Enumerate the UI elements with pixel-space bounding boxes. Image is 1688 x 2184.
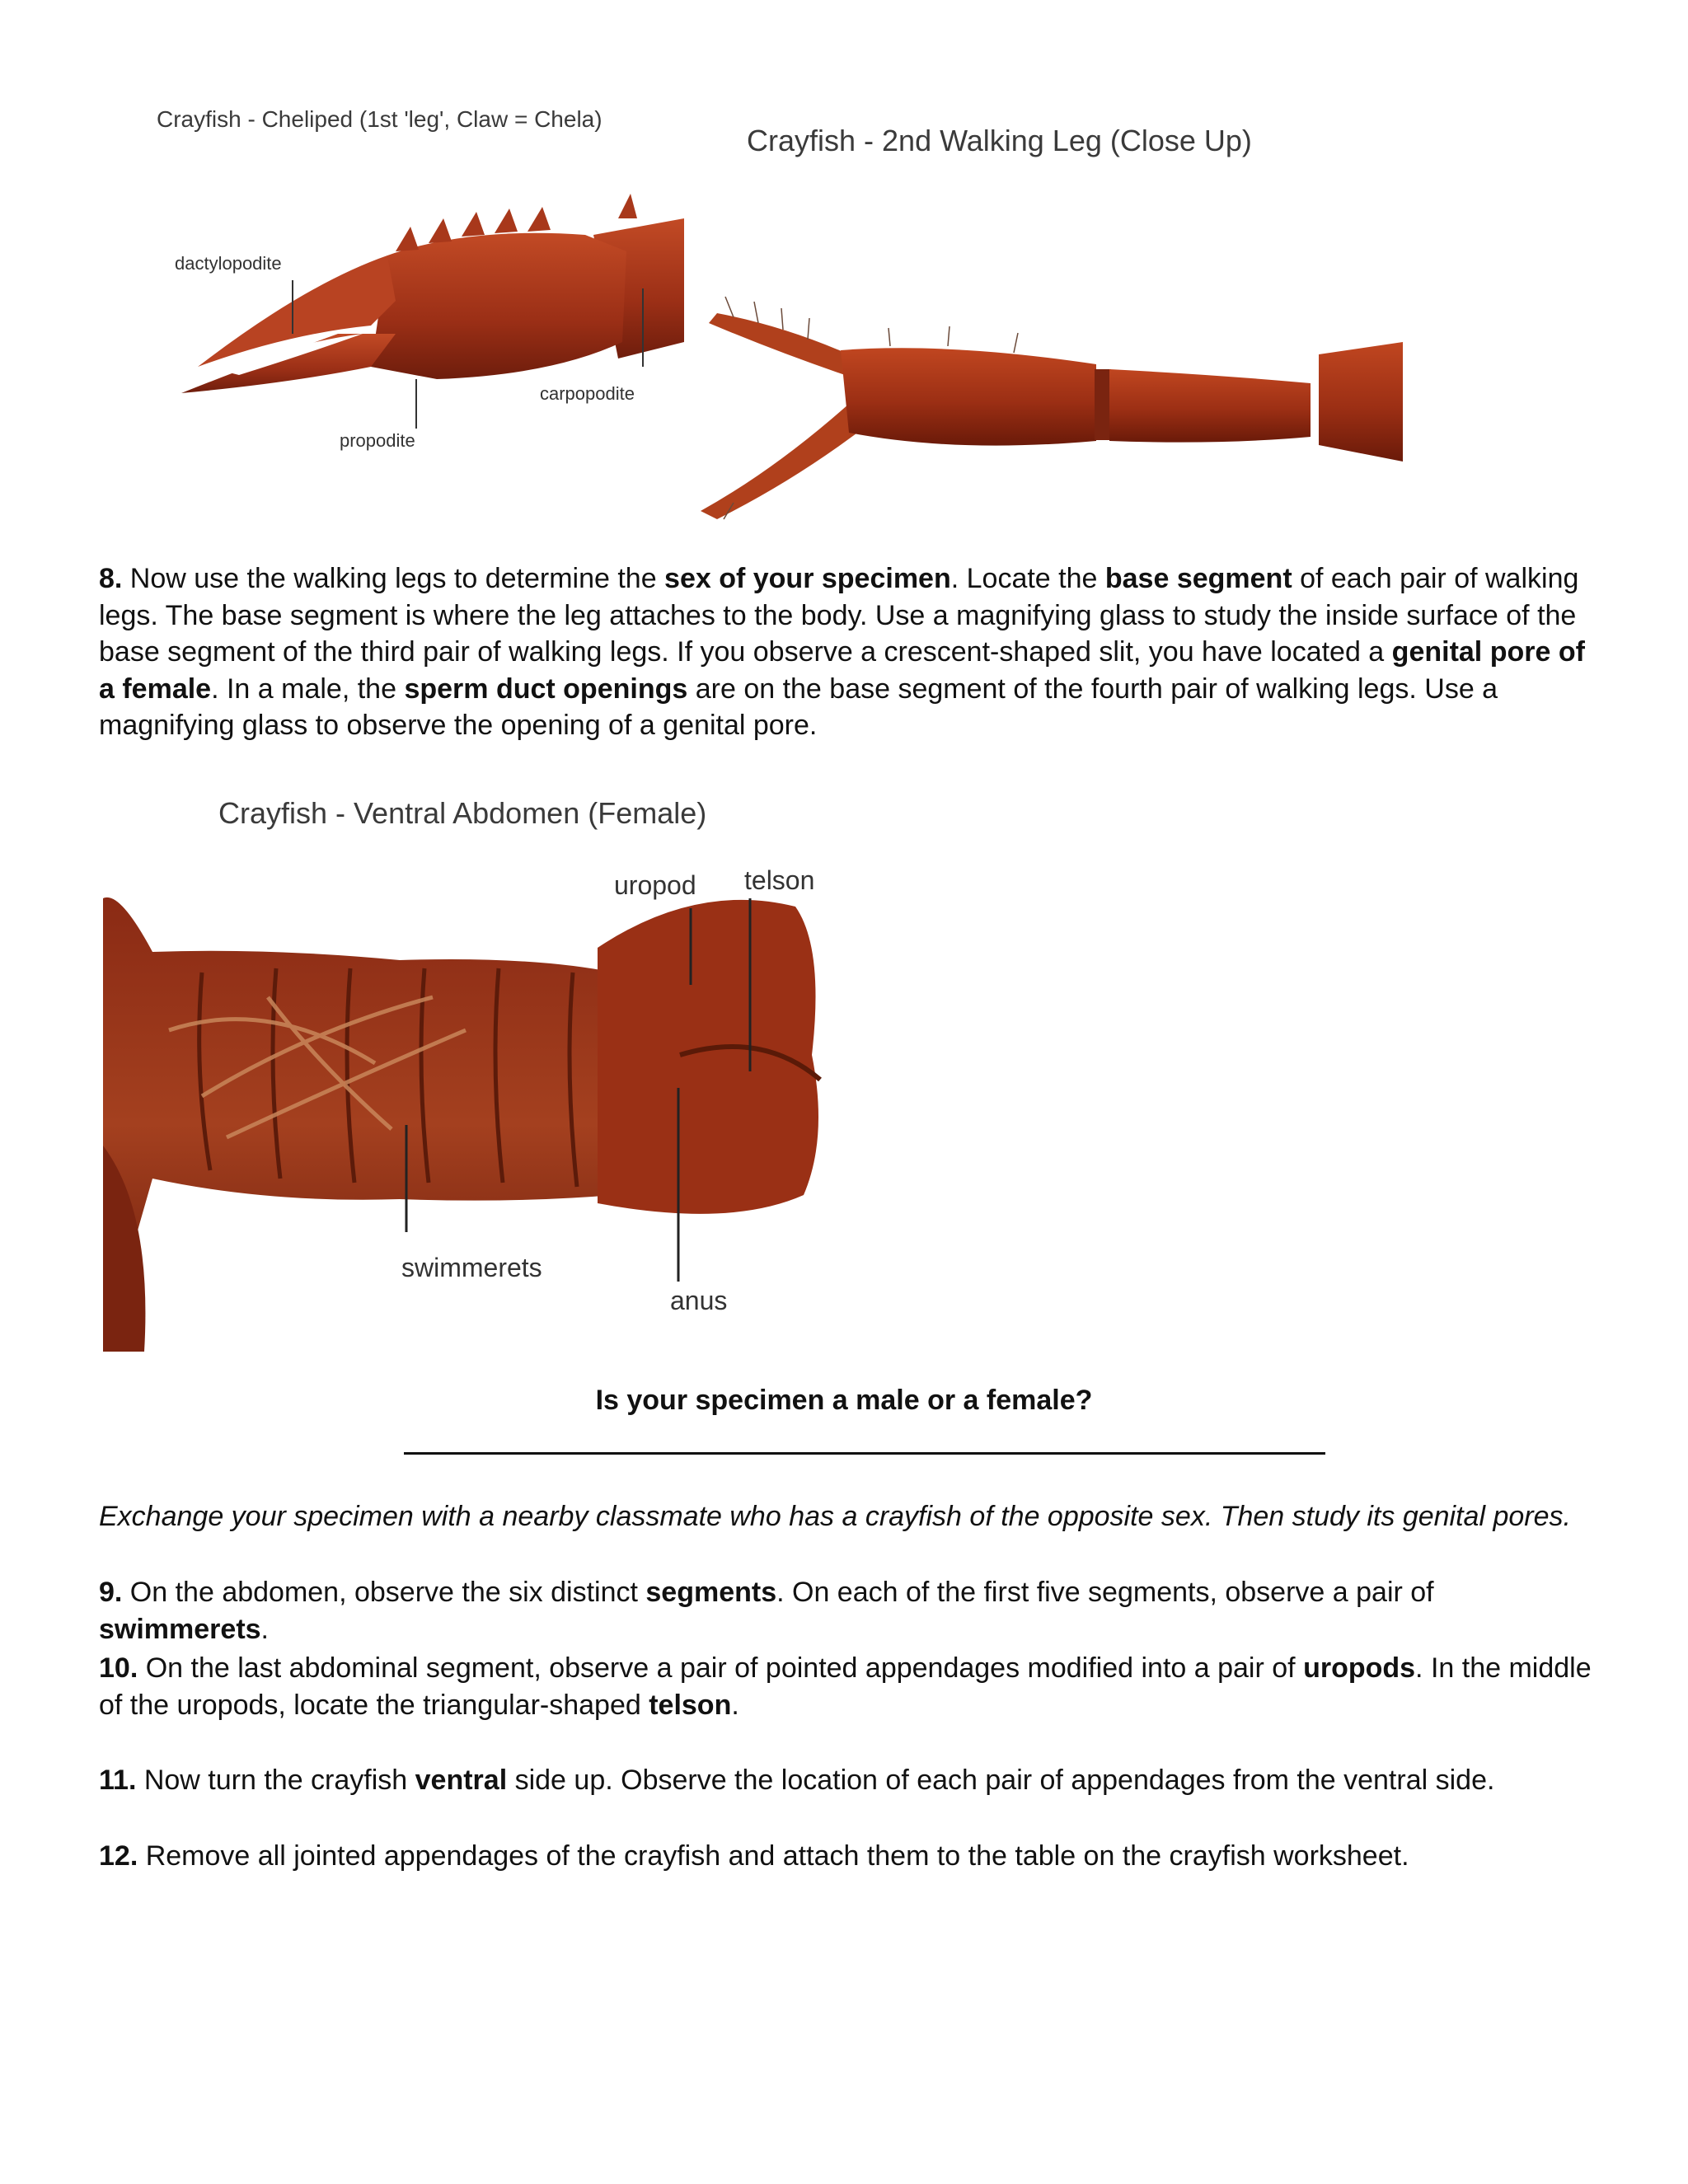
step-11-number: 11. xyxy=(99,1765,137,1796)
label-propodite: propodite xyxy=(340,430,415,451)
step-9-text: . On each of the first five segments, observe a pair of xyxy=(776,1577,1434,1608)
label-dactylopodite: dactylopodite xyxy=(175,253,282,274)
step-12-number: 12. xyxy=(99,1840,138,1872)
step-10-bold-telson: telson xyxy=(649,1689,732,1721)
label-uropod: uropod xyxy=(614,870,696,900)
step-8-bold-sperm-duct: sperm duct openings xyxy=(404,673,688,705)
step-11-text: Now turn the crayfish xyxy=(136,1765,415,1796)
step-9-paragraph xyxy=(99,1574,1599,1647)
exchange-note: Exchange your specimen with a nearby classmate who has a crayfish of the opposite sex. Then study its genital pores. xyxy=(99,1501,1571,1532)
step-10-bold-uropods: uropods xyxy=(1303,1652,1416,1684)
label-anus: anus xyxy=(670,1286,728,1315)
label-telson: telson xyxy=(744,865,815,895)
step-10-text: . xyxy=(731,1689,739,1721)
step-9-bold-segments: segments xyxy=(645,1577,777,1608)
label-carpopodite: carpopodite xyxy=(540,383,635,404)
step-8-text: . Locate the xyxy=(950,563,1105,594)
step-12-text: Remove all jointed appendages of the crayfish and attach them to the table on the crayfish worksheet. xyxy=(138,1840,1409,1872)
step-8-bold-genital-pore: genital pore of a female xyxy=(99,636,1585,705)
step-11-paragraph xyxy=(99,1762,1599,1799)
answer-line[interactable] xyxy=(404,1452,1325,1455)
step-10-text: On the last abdominal segment, observe a pair of pointed appendages modified into a pair of xyxy=(138,1652,1304,1684)
label-swimmerets: swimmerets xyxy=(401,1253,542,1282)
step-11-bold-ventral: ventral xyxy=(415,1765,508,1796)
step-12-paragraph xyxy=(99,1838,1599,1875)
step-8-bold-base-segment: base segment xyxy=(1104,563,1292,594)
sex-question: Is your specimen a male or a female? xyxy=(595,1385,1093,1416)
step-11-text: side up. Observe the location of each pair of appendages from the ventral side. xyxy=(507,1765,1495,1796)
step-9-bold-swimmerets: swimmerets xyxy=(99,1613,261,1645)
step-8-text: of each pair of walking legs. The base segment is where the leg attaches to the body. Use a magnifying glass to study the inside surface of the base segment of the third pair of walking legs. If you observe a crescent-shaped slit, you have located a xyxy=(99,563,1579,668)
walking-leg-figure xyxy=(684,107,1403,523)
step-8-paragraph xyxy=(99,560,1599,744)
ventral-abdomen-figure-title: Crayfish - Ventral Abdomen (Female) xyxy=(218,796,707,830)
step-10-text: . In the middle of the uropods, locate the triangular-shaped xyxy=(99,1652,1592,1721)
step-10-paragraph xyxy=(99,1650,1599,1723)
step-8-text: Now use the walking legs to determine the xyxy=(122,563,665,594)
walking-leg-figure-title: Crayfish - 2nd Walking Leg (Close Up) xyxy=(747,124,1252,157)
cheliped-claw-illustration xyxy=(124,95,684,523)
ventral-abdomen-figure xyxy=(103,783,861,1352)
step-8-text: . In a male, the xyxy=(211,673,405,705)
step-9-text: On the abdomen, observe the six distinct xyxy=(122,1577,646,1608)
walking-leg-illustration xyxy=(684,107,1403,523)
step-9-number: 9. xyxy=(99,1577,123,1608)
step-8-bold-sex: sex of your specimen xyxy=(664,563,951,594)
cheliped-figure xyxy=(124,95,684,523)
step-10-number: 10. xyxy=(99,1652,138,1684)
cheliped-figure-title: Crayfish - Cheliped (1st 'leg', Claw = Chela) xyxy=(157,106,603,132)
step-9-text: . xyxy=(260,1613,269,1645)
step-8-number: 8. xyxy=(99,563,123,594)
step-8-text: are on the base segment of the fourth pair of walking legs. Use a magnifying glass to observe the opening of a genital pore. xyxy=(99,673,1498,741)
